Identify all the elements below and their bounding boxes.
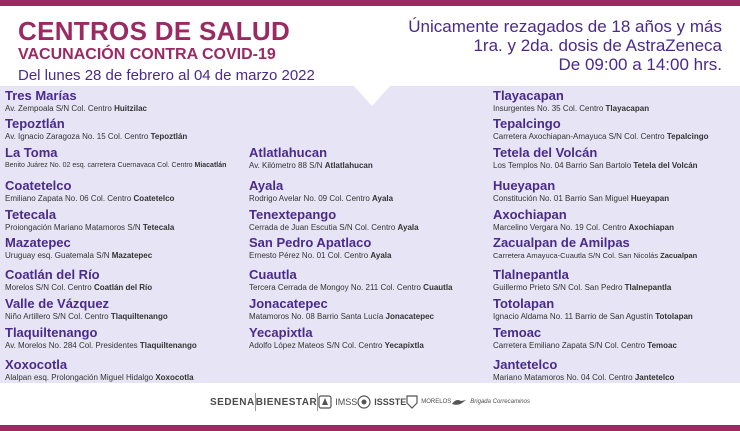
site-address: Av. Kilómetro 88 S/N Atlatlahucan [249,161,373,170]
site-entry [5,178,174,204]
site-entry [249,207,419,233]
site-address: Alalpan esq. Prolongación Miguel Hidalgo Xoxocotla [5,373,194,382]
site-entry [5,267,152,293]
site-entry [249,235,391,261]
site-name: Tetecala [5,207,57,222]
site-entry [493,145,698,171]
site-address: Av. Morelos No. 284 Col. Presidentes Tlaquiltenango [5,341,197,350]
site-address: Insurgentes No. 35 Col. Centro Tlayacapan [493,104,650,113]
site-address: Proiongación Mariano Matamoros S/N Tetecala [5,223,175,232]
bienestar-logo: BIENESTAR [255,396,318,408]
date-range: Del lunes 28 de febrero al 04 de marzo 2022 [18,67,315,84]
page-title: CENTROS DE SALUD [18,16,291,46]
site-entry [493,116,709,142]
morelos-label: MORELOS [421,399,452,405]
site-name: Tlayacapan [493,88,564,103]
site-entry [493,325,677,351]
site-address: Carretera Axochiapan-Amayuca S/N Col. Centro Tepalcingo [493,132,709,141]
site-entry [249,178,393,204]
site-name: Yecapixtla [249,325,313,340]
site-entry [5,357,194,383]
site-name: Coatetelco [5,178,72,193]
site-address: Morelos S/N Col. Centro Coatlán del Río [5,283,153,292]
site-entry [249,325,424,351]
site-entry [249,267,453,293]
schedule-line: De 09:00 a 14:00 hrs. [558,55,722,74]
site-address: Adolfo López Mateos S/N Col. Centro Yecapixtla [249,341,424,350]
morelos-shield-icon [406,395,418,409]
site-name: Tres Marías [5,88,77,103]
site-name: Jonacatepec [249,296,328,311]
site-address: Tercera Cerrada de Mongoy No. 211 Col. Centro Cuautla [249,283,453,292]
site-name: Tlalnepantla [493,267,569,282]
site-address: Av. Ignacio Zaragoza No. 15 Col. Centro Tepoztlán [5,132,188,141]
site-address: Ignacio Aldama No. 11 Barrio de San Agustín Totolapan [493,312,693,321]
site-name: Tlaquiltenango [5,325,98,340]
site-address: Benito Juárez No. 02 esq. carretera Cuernavaca Col. Centro Miacatlán [5,162,227,169]
site-address: Constitución No. 01 Barrio San Miguel Hueyapan [493,194,670,203]
header [0,6,740,86]
morelos-logo [406,395,451,409]
site-name: Temoac [493,325,542,340]
imss-label: IMSS [335,397,358,407]
imss-logo [318,395,357,409]
site-entry [5,145,226,171]
site-name: Ayala [249,178,284,193]
site-name: La Toma [5,145,58,160]
panel-notch [354,86,390,106]
site-address: Matamoros No. 08 Barrio Santa Lucía Jonacatepec [249,312,434,321]
vaccine-dose-line: 1ra. y 2da. dosis de AstraZeneca [473,36,722,55]
site-name: Totolapan [493,296,555,311]
site-entry [493,357,674,383]
site-entry [249,145,373,171]
site-name: Tetela del Volcán [493,145,598,160]
eligibility-line: Únicamente rezagados de 18 años y más [408,17,722,36]
site-entry [5,296,168,322]
roadrunner-icon [451,397,467,407]
site-entry [5,116,187,142]
site-entry [5,207,174,233]
site-address: Los Templos No. 04 Barrio San Bartolo Tetela del Volcán [493,161,698,170]
site-name: Atlatlahucan [249,145,328,160]
site-address: Ernesto Pérez No. 01 Col. Centro Ayala [249,251,392,260]
site-name: San Pedro Apatlaco [249,235,372,250]
site-name: Axochiapan [493,207,567,222]
site-address: Niño Artillero S/N Col. Centro Tlaquiltenango [5,312,168,321]
site-entry [249,296,434,322]
site-name: Xoxocotla [5,357,68,372]
issste-label: ISSSTE [374,397,407,407]
site-address: Uruguay esq. Guatemala S/N Mazatepec [5,251,153,260]
site-name: Tepalcingo [493,116,561,131]
site-name: Tenextepango [249,207,337,222]
site-name: Tepoztlán [5,116,65,131]
site-name: Jantetelco [493,357,558,372]
site-address: Av. Zempoala S/N Col. Centro Huitzilac [5,104,147,113]
site-name: Zacualpan de Amilpas [493,235,630,250]
site-address: Carretera Amayuca-Cuautla S/N Col. San Nicolás Zacualpan [493,251,698,260]
bottom-accent-bar [0,425,740,431]
eligibility-info [408,17,722,74]
site-name: Valle de Vázquez [5,296,110,311]
imss-emblem-icon [318,395,332,409]
site-name: Cuautla [249,267,297,282]
site-entry [5,235,152,261]
site-entry [493,88,649,114]
site-entry [493,207,674,233]
issste-logo [357,395,406,409]
site-name: Coatlán del Río [5,267,100,282]
site-address: Carretera Emiliano Zapata S/N Col. Centro Temoac [493,341,677,350]
site-address: Mariano Matamoros No. 04 Col. Centro Jantetelco [493,373,675,382]
site-entry [5,325,197,351]
sedena-logo: SEDENA [210,396,255,408]
site-entry [493,296,693,322]
site-entry [493,235,697,261]
site-entry [5,88,147,114]
partner-logos [204,385,536,419]
site-entry [493,267,671,293]
site-name: Mazatepec [5,235,71,250]
site-address: Cerrada de Juan Escutia S/N Col. Centro Ayala [249,223,419,232]
site-address: Marcelino Vergara No. 19 Col. Centro Axochiapan [493,223,674,232]
brigada-correcaminos-logo [451,397,530,407]
site-entry [493,178,669,204]
issste-emblem-icon [357,395,371,409]
brigada-label: Brigada Correcaminos [470,399,530,405]
site-address: Emiliano Zapata No. 06 Col. Centro Coatetelco [5,194,175,203]
site-address: Rodrigo Avelar No. 09 Col. Centro Ayala [249,194,394,203]
site-address: Guillermo Prieto S/N Col. San Pedro Tlalnepantla [493,283,672,292]
site-name: Hueyapan [493,178,556,193]
page-subtitle: VACUNACIÓN CONTRA COVID-19 [18,46,276,63]
